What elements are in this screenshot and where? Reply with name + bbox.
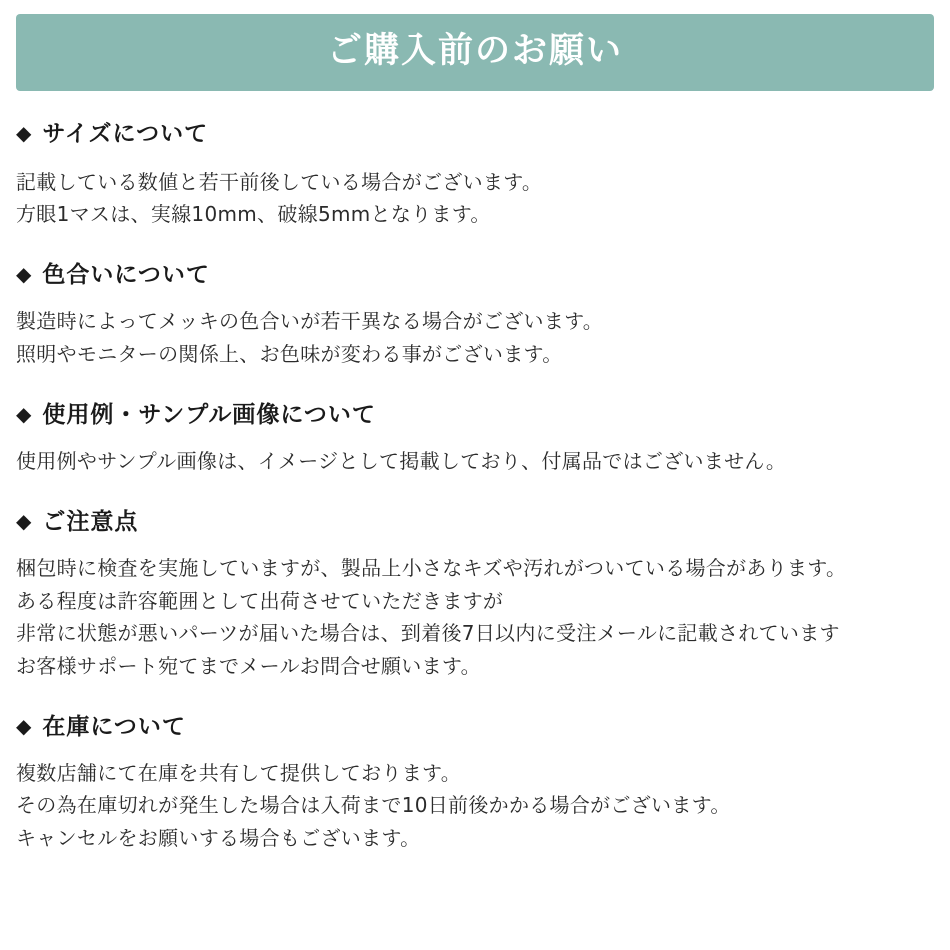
section-body [16, 166, 934, 231]
section-body [16, 445, 934, 477]
body-line: 梱包時に検査を実施していますが、製品上小さなキズや汚れがついている場合があります。 [16, 556, 847, 581]
section-body [16, 305, 934, 370]
section-color [16, 256, 934, 370]
section-heading [16, 115, 934, 148]
section-heading [16, 708, 934, 741]
section-heading-label: 色合いについて [42, 262, 210, 289]
section-heading-label: ご注意点 [42, 509, 139, 536]
body-line: 照明やモニターの関係上、お色味が変わる事がございます。 [16, 341, 563, 366]
body-line: 方眼1マスは、実線10mm、破線5mmとなります。 [16, 201, 491, 226]
section-caution [16, 503, 934, 682]
body-line: 記載している数値と若干前後している場合がございます。 [16, 169, 543, 194]
section-body [16, 552, 934, 682]
body-line: お客様サポート宛てまでメールお問合せ願います。 [16, 653, 481, 678]
diamond-bullet-icon: ◆ [16, 714, 33, 739]
body-line: 非常に状態が悪いパーツが届いた場合は、到着後7日以内に受注メールに記載されています [16, 621, 840, 646]
body-line: 複数店舗にて在庫を共有して提供しております。 [16, 761, 461, 786]
section-heading [16, 256, 934, 289]
body-line: 使用例やサンプル画像は、イメージとして掲載しており、付属品ではございません。 [16, 449, 787, 474]
page-title: ご購入前のお願い [326, 31, 623, 71]
body-line: その為在庫切れが発生した場合は入荷まで10日前後かかる場合がございます。 [16, 793, 731, 818]
diamond-bullet-icon: ◆ [16, 262, 33, 287]
diamond-bullet-icon: ◆ [16, 402, 33, 427]
section-body [16, 757, 934, 854]
diamond-bullet-icon: ◆ [16, 509, 33, 534]
section-stock [16, 708, 934, 854]
section-heading [16, 396, 934, 429]
section-heading-label: 使用例・サンプル画像について [42, 402, 376, 429]
diamond-bullet-icon: ◆ [16, 120, 33, 145]
page-banner [16, 14, 934, 91]
section-sample-images [16, 396, 934, 477]
section-size [16, 115, 934, 231]
section-heading-label: サイズについて [42, 120, 209, 147]
body-line: 製造時によってメッキの色合いが若干異なる場合がございます。 [16, 309, 604, 334]
body-line: ある程度は許容範囲として出荷させていただきますが [16, 588, 504, 613]
section-heading [16, 503, 934, 536]
body-line: キャンセルをお願いする場合もございます。 [16, 825, 421, 850]
section-heading-label: 在庫について [42, 714, 186, 741]
